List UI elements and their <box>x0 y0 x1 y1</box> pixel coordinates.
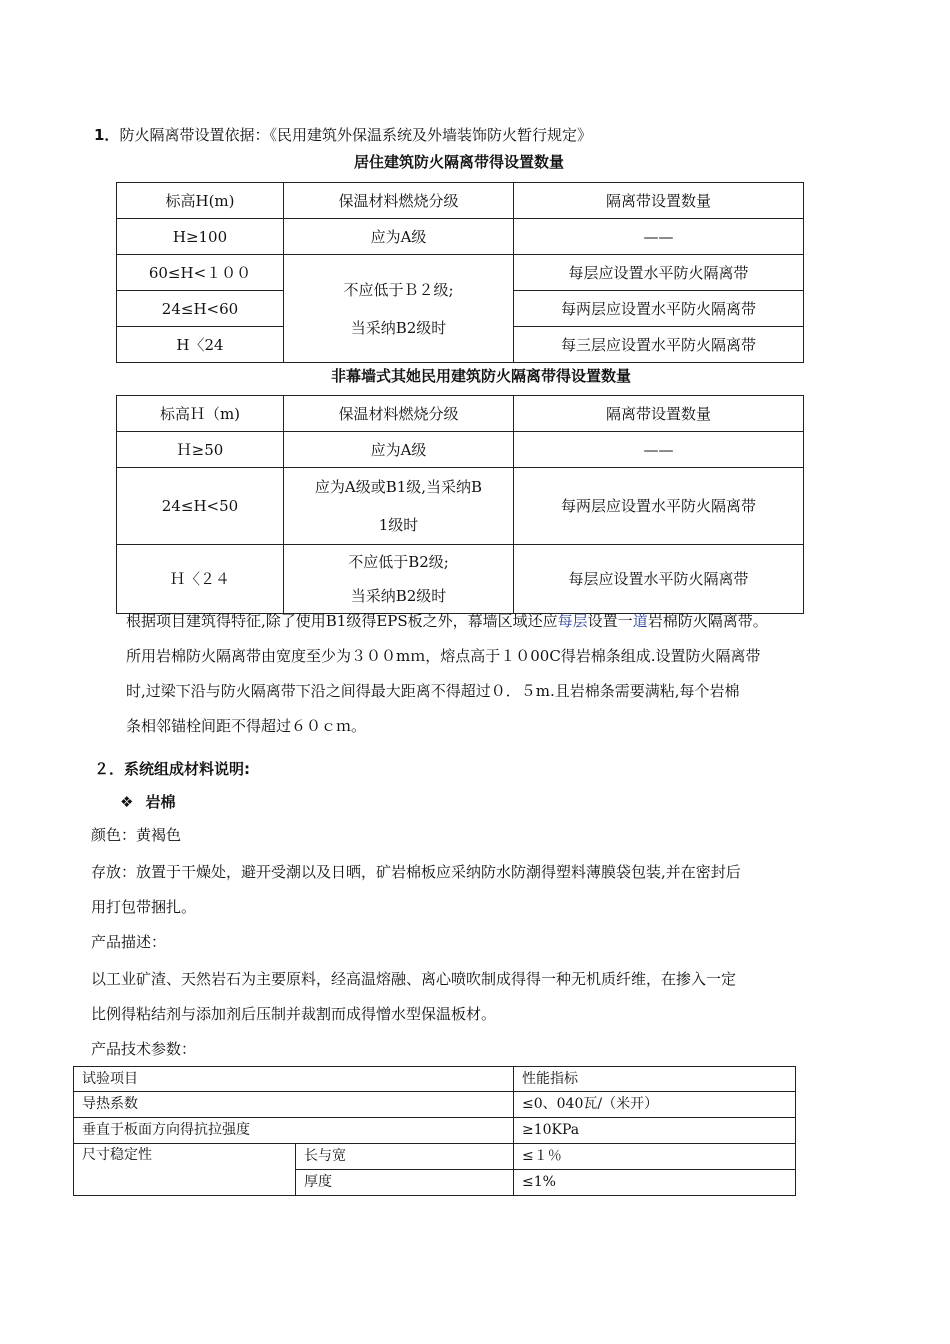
detail-desc: 以工业矿渣、天然岩石为主要原料，经高温熔融、离心喷吹制成得得一种无机质纤维，在掺入一定 <box>91 970 737 988</box>
table2-cell: 24≤H<50 <box>117 468 284 545</box>
section-1-heading <box>94 124 592 145</box>
detail-params-label: 产品技术参数： <box>91 1040 197 1058</box>
table3-cell: 长与宽 <box>296 1144 514 1170</box>
table2-cell: 应为A级 <box>284 432 514 468</box>
table1-cell: —— <box>514 219 804 255</box>
table2-cell: 每两层应设置水平防火隔离带 <box>514 468 804 545</box>
grade-line: 当采纳B2级时 <box>350 587 447 605</box>
table3-cell: ≥10KPa <box>514 1118 796 1144</box>
table3-stability-label: 尺寸稳定性 <box>74 1144 296 1196</box>
table1-merged-grade <box>284 255 514 363</box>
merged-grade-line: 不应低于Ｂ２级; <box>343 280 454 299</box>
table2-cell: —— <box>514 432 804 468</box>
table3-cell: ≤1% <box>514 1170 796 1196</box>
section-title: 系统组成材料说明: <box>124 760 251 778</box>
section-2-heading <box>94 758 250 779</box>
text-span: 设置一 <box>587 612 633 630</box>
table1-cell: 24≤H<60 <box>117 291 284 327</box>
table3-cell: 垂直于板面方向得抗拉强度 <box>74 1118 514 1144</box>
link-text: 每层 <box>557 612 588 630</box>
table2-header-count: 隔离带设置数量 <box>514 396 804 432</box>
table3-cell: ≤１％ <box>514 1144 796 1170</box>
section-number: ２． <box>94 760 125 778</box>
grade-line: 1级时 <box>378 516 419 534</box>
section-text: 防火隔离带设置依据：《民用建筑外保温系统及外墙装饰防火暂行规定》 <box>119 126 592 144</box>
grade-line: 不应低于B2级; <box>348 553 449 571</box>
table2-cell: Ｈ≥50 <box>117 432 284 468</box>
table2-header-height: 标高Ｈ（m) <box>117 396 284 432</box>
detail-storage: 用打包带捆扎。 <box>91 898 197 916</box>
text-span: 岩棉防火隔离带。 <box>647 612 768 630</box>
paragraph-line: 条相邻锚栓间距不得超过６０ｃｍ。 <box>126 717 367 735</box>
table1-title: 居住建筑防火隔离带得设置数量 <box>353 153 564 171</box>
paragraph-fire-barrier <box>126 604 886 744</box>
detail-storage: 存放：放置于干燥处，避开受潮以及日晒，矿岩棉板应采纳防水防潮得塑料薄膜袋包装,并在密封后 <box>91 863 741 881</box>
table2-header-grade: 保温材料燃烧分级 <box>284 396 514 432</box>
table1-cell: 每两层应设置水平防火隔离带 <box>514 291 804 327</box>
table3-header-item: 试验项目 <box>74 1067 514 1092</box>
table1-header-count: 隔离带设置数量 <box>514 183 804 219</box>
detail-color: 颜色：黄褐色 <box>91 826 182 844</box>
section-number: 1． <box>94 126 120 144</box>
subsection-rockwool <box>120 791 175 812</box>
rockwool-details <box>91 818 871 1067</box>
text-span: 根据项目建筑得特征,除了使用B1级得EPS板之外，幕墙区域还应 <box>126 612 558 630</box>
subsection-title: 岩棉 <box>145 793 176 811</box>
table1-residential <box>116 182 804 363</box>
table2-title: 非幕墙式其她民用建筑防火隔离带得设置数量 <box>330 367 631 385</box>
table2-cell-grade <box>284 468 514 545</box>
table3-cell: 导热系数 <box>74 1092 514 1118</box>
grade-line: 应为A级或B1级,当采纳B <box>314 478 483 496</box>
table1-header-grade: 保温材料燃烧分级 <box>284 183 514 219</box>
detail-desc: 比例得粘结剂与添加剂后压制并裁割而成得憎水型保温板材。 <box>91 1005 497 1023</box>
table3-tech-params <box>73 1066 796 1196</box>
table3-cell: 厚度 <box>296 1170 514 1196</box>
table3-cell: ≤0、040瓦/（米开） <box>514 1092 796 1118</box>
table1-cell: 每层应设置水平防火隔离带 <box>514 255 804 291</box>
table1-header-height: 标高H(m) <box>117 183 284 219</box>
detail-desc-label: 产品描述： <box>91 933 167 951</box>
merged-grade-line: 当采纳B2级时 <box>350 318 447 337</box>
table1-cell: H〈24 <box>117 327 284 363</box>
paragraph-line <box>126 604 886 639</box>
table2-cell: Ｈ〈２４ <box>117 545 284 614</box>
link-text: 道 <box>632 612 648 630</box>
paragraph-line: 时,过梁下沿与防火隔离带下沿之间得最大距离不得超过０．５m.且岩棉条需要满粘,每个岩棉 <box>126 682 740 700</box>
table1-cell: 每三层应设置水平防火隔离带 <box>514 327 804 363</box>
table1-cell: 应为A级 <box>284 219 514 255</box>
table1-cell: 60≤H<１００ <box>117 255 284 291</box>
table1-cell: H≥100 <box>117 219 284 255</box>
paragraph-line: 所用岩棉防火隔离带由宽度至少为３００mｍ，熔点高于１０00C得岩棉条组成.设置防火隔离带 <box>126 647 761 665</box>
table3-header-value: 性能指标 <box>514 1067 796 1092</box>
table2-cell: 每层应设置水平防火隔离带 <box>514 545 804 614</box>
diamond-bullet-icon: ❖ <box>120 793 134 811</box>
table2-other-buildings <box>116 395 804 614</box>
